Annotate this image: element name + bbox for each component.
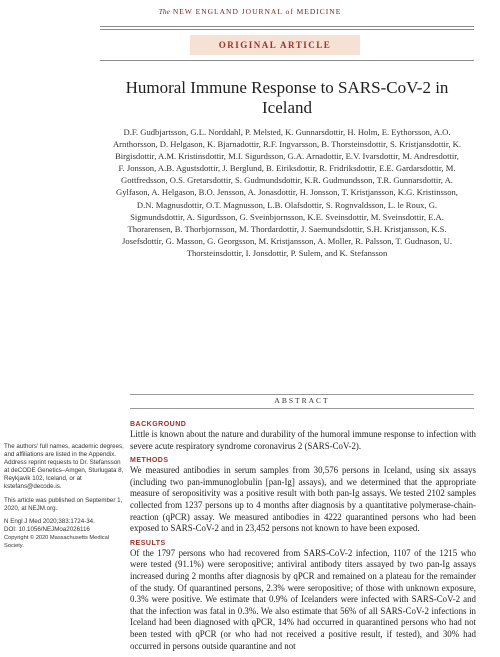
journal-masthead-name: NEW ENGLAND JOURNAL of MEDICINE [172,7,342,16]
header-rule-top [100,26,474,27]
affiliation-note: The authors' full names, academic degrees, and affiliations are listed in the Appendix. Address reprint requests to Dr. Stefansson at deCODE Genetics–Amgen, Sturlugata 8, Reykjavik 102, Iceland, or at kstefans@decode.is. [4,443,124,491]
abstract-background [130,421,476,452]
article-type-rule [100,60,474,61]
abstract-results [130,540,476,652]
abstract-rule-bottom [130,408,474,409]
methods-text: We measured antibodies in serum samples from 30,576 persons in Iceland, using six assays (including two pan-immunoglobulin [pan-Ig] assays), and we determined that the appropriate measure of seropositivity was a positive result with both pan-Ig assays. We tested 2102 samples collected from 1237 persons up to 4 months after diagnosis by a quantitative polymerase-chain-reaction (qPCR) assay. We measured antibodies in 4222 quarantined persons who had been exposed to SARS-CoV-2 and in 23,452 persons not known to have been exposed. [130,465,476,534]
header-rule-bottom [100,29,474,30]
citation: N Engl J Med 2020;383:1724-34. [4,517,95,525]
published-note: This article was published on September 1, 2020, at NEJM.org. [4,496,123,512]
author-list: D.F. Gudbjartsson, G.L. Norddahl, P. Melsted, K. Gunnarsdottir, H. Holm, E. Eythorsson, A.O. Arnthorsson, D. Helgason, K. Bjarnadottir, R.F. Ingvarsson, B. Thorsteinsdottir, S. Kristjansdottir, K. Birgisdottir, A.M. Kristinsdottir, M.I. Sigurdsson, G.A. Arnadottir, E.V. Ivarsdottir, M. Andresdottir, F. Jonsson, A.B. Agustsdottir, J. Berglund, B. Eiriksdottir, R. Fridriksdottir, E.E. Gardarsdottir, M. Gottfredsson, O.S. Gretarsdottir, S. Gudmundsdottir, K.R. Gudmundsson, T.R. Gunnarsdottir, A. Gylfason, A. Helgason, B.O. Jensson, A. Jonasdottir, H. Jonsson, T. Kristjansson, K.G. Kristinsson, D.N. Magnusdottir, O.T. Magnusson, L.B. Olafsdottir, S. Rognvaldsson, L. le Roux, G. Sigmundsdottir, A. Sigurdsson, G. Sveinbjornsson, K.E. Sveinsdottir, M. Sveinsdottir, E.A. Thorarensen, B. Thorbjornsson, M. Thordardottir, J. Saemundsdottir, S.H. Kristjansson, K.S. Josefsdottir, G. Masson, G. Georgsson, M. Kristjansson, A. Moller, R. Palsson, T. Gudnason, U. Thorsteinsdottir, I. Jonsdottir, P. Sulem, and K. Stefansson [112,127,462,258]
article-title: Humoral Immune Response to SARS-CoV-2 in Iceland [125,78,449,117]
results-text: Of the 1797 persons who had recovered from SARS-CoV-2 infection, 1107 of the 1215 who were tested (91.1%) were seropositive; antiviral antibody titers assayed by two pan-Ig assays increased during 2 months after diagnosis by qPCR and remained on a plateau for the remainder of the study. Of quarantined persons, 2.3% were seropositive; of those with unknown exposure, 0.3% were positive. We estimate that 0.9% of Icelanders were infected with SARS-CoV-2 and that the infection was fatal in 0.3%. We also estimate that 56% of all SARS-CoV-2 infections in Iceland had been diagnosed with qPCR, 14% had occurred in quarantined persons who had not been tested with qPCR (or who had not received a positive result, if tested), and 30% had occurred in persons outside quarantine and not [130,547,476,651]
abstract-methods [130,457,476,535]
abstract-rule-top [130,394,474,395]
article-type-badge [190,35,360,55]
copyright: Copyright © 2020 Massachusetts Medical Society. [4,534,110,550]
background-text: Little is known about the nature and durability of the humoral immune response to infection with severe acute respiratory syndrome coronavirus 2 (SARS-CoV-2). [130,429,476,451]
article-type-label: ORIGINAL ARTICLE [218,40,332,50]
abstract-label: ABSTRACT [274,396,330,405]
article-sidebar [4,443,124,550]
doi: DOI: 10.1056/NEJMoa2026116 [4,525,90,533]
results-heading: RESULTS [130,539,166,547]
methods-heading: METHODS [130,457,169,465]
journal-masthead [0,7,500,16]
abstract-body [130,421,476,657]
background-heading: BACKGROUND [130,421,187,428]
journal-masthead-lead: The [158,7,170,16]
